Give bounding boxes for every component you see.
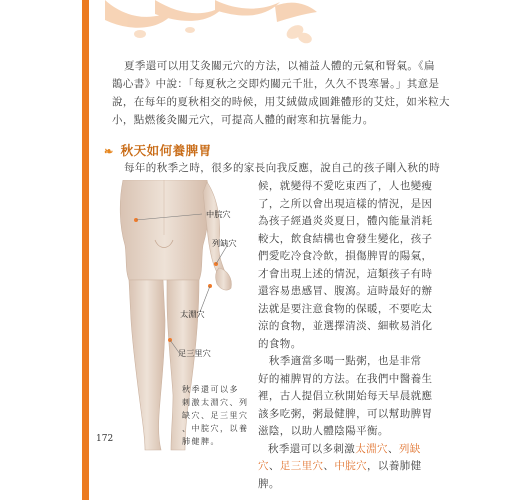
tip-line: 秋季還可以多刺激太淵穴、列缺 [268, 442, 421, 455]
accent-bar [82, 0, 89, 500]
tip-line: 穴、足三里穴、中脘穴，以養肺健 [258, 460, 422, 472]
acupoint-zhongwan: 中脘穴 [334, 460, 368, 472]
caption-line: 刺激太淵穴、列 [182, 398, 249, 407]
body-line: 了，之所以會出現這樣的情況，是因 [258, 197, 433, 210]
body-line: 滋陰，以助人體陰陽平衡。 [258, 425, 389, 437]
section-title: 秋天如何養脾胃 [120, 143, 212, 158]
lieque-point-marker [214, 262, 218, 266]
intro-line: 小，點燃後灸關元穴，可提高人體的耐寒和抗暑能力。 [112, 114, 374, 126]
body-line: 的食物。 [258, 337, 302, 350]
body-line: 還容易患感冒、腹瀉。這時最好的辦 [258, 285, 433, 297]
section-heading [104, 141, 212, 159]
zhongwan-point-marker [134, 218, 138, 222]
body-line: 們愛吃冷食冷飲，損傷脾胃的陽氣， [258, 250, 433, 262]
body-line: 法就是要注意食物的保暖，不要吃太 [258, 302, 433, 315]
caption-line: 秋季還可以多 [182, 385, 239, 394]
intro-line: 夏季還可以用艾灸關元穴的方法，以補益人體的元氣和腎氣。《扁 [124, 60, 435, 72]
body-line: 為孩子經過炎炎夏日，體內能量消耗 [258, 215, 433, 227]
acupoint-lieque: 列缺 [398, 442, 421, 455]
zusanli-label: 足三里穴 [178, 348, 211, 358]
lieque-label: 列缺穴 [212, 238, 237, 248]
decorative-header-pattern [95, 0, 335, 52]
tip-line: 脾。 [258, 477, 280, 490]
zhongwan-label: 中脘穴 [206, 209, 231, 219]
page-margin [0, 0, 82, 500]
caption-line: 缺穴、足三里穴 [182, 411, 249, 420]
body-line: 好的補脾胃的方法。在我們中醫養生 [258, 372, 433, 385]
intro-line: 說，在每年的夏秋相交的時候，用艾絨做成圓錐體形的艾炷，如米粒大 [112, 96, 450, 108]
body-line: 才會出現上述的情況，這類孩子有時 [258, 267, 433, 280]
intro-line: 鵲心書》中說：「每夏秋之交即灼關元千壯，久久不畏寒暑。」其意是 [112, 78, 440, 90]
flourish-icon: ❧ [104, 145, 114, 158]
body-line: 涼的食物，並選擇清淡、細軟易消化 [258, 320, 433, 332]
body-line: 秋季適當多喝一點粥，也是非常 [258, 355, 422, 367]
acupoint-taiyuan: 太淵穴 [355, 442, 388, 455]
zusanli-point-marker [168, 338, 172, 342]
body-line: 較大，飲食結構也會發生變化，孩子 [258, 232, 433, 245]
caption-line: 、中脘穴，以養 [182, 424, 249, 433]
taiyuan-point-marker [208, 284, 212, 288]
body-line: 每年的秋季之時，很多的家長向我反應，說自己的孩子剛入秋的時 [124, 162, 441, 174]
caption-line: 肺健脾。 [182, 437, 220, 446]
body-line: 候，就變得不愛吃東西了，人也變瘦 [258, 180, 433, 192]
body-line: 該多吃粥，粥最健脾，可以幫助脾胃 [258, 407, 433, 420]
taiyuan-label: 太淵穴 [180, 309, 205, 319]
body-line: 裡，古人提倡立秋開始每天早晨就應 [258, 390, 433, 402]
page-number: 172 [96, 434, 114, 444]
acupoint-zusanli: 足三里穴 [279, 460, 324, 472]
